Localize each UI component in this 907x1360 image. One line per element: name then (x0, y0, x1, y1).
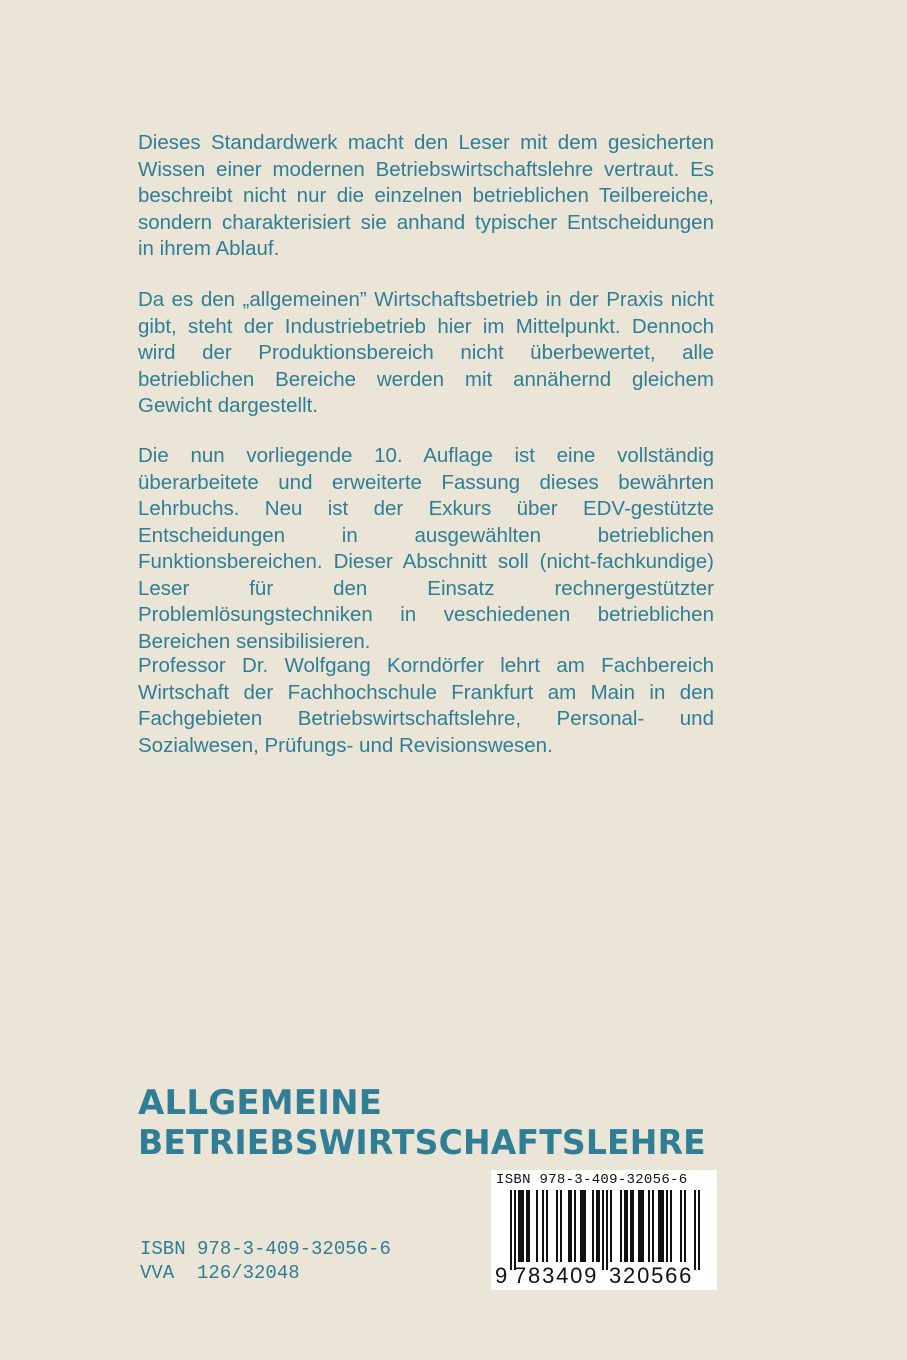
barcode-bar (526, 1190, 528, 1262)
barcode-isbn-text: ISBN 978-3-409-32056-6 (496, 1172, 688, 1188)
barcode-bar (582, 1190, 584, 1262)
barcode-digits (491, 1264, 717, 1288)
barcode-bar (560, 1190, 562, 1262)
barcode-bar (652, 1190, 654, 1262)
barcode-bar (602, 1190, 604, 1270)
barcode-bar (536, 1190, 538, 1262)
barcode-bar (606, 1190, 608, 1270)
barcode-bar (640, 1190, 642, 1262)
barcode-digit-first: 9 (495, 1263, 508, 1288)
barcode-bar (626, 1190, 628, 1262)
barcode-bar (574, 1190, 576, 1262)
barcode-bar (584, 1190, 586, 1262)
description-paragraph-3: Die nun vorliegende 10. Auflage ist eine vollständig überarbeitete und erweiterte Fassung dieses bewährten Lehrbuchs. Neu ist der Exkurs über EDV-gestützte Entscheidungen in ausgewählten betrieblichen Funktionsbereichen. Dieser Abschnitt soll (nicht-fachkundige) Leser für den Einsatz rechnergestützter Problemlösungstechniken in veschiedenen betrieblichen Bereichen sensibilisieren. (138, 444, 714, 653)
book-title-line-1: ALLGEMEINE (138, 1083, 383, 1123)
barcode-bar (556, 1190, 558, 1262)
barcode-bar (522, 1190, 524, 1262)
barcode-icon (491, 1190, 717, 1270)
barcode-bar (520, 1190, 522, 1262)
barcode-bar (642, 1190, 644, 1262)
barcode-bar (610, 1190, 612, 1262)
barcode-bar (598, 1190, 600, 1262)
author-paragraph: Professor Dr. Wolfgang Korndörfer lehrt am Fachbereich Wirtschaft der Fachhochschule Frankfurt am Main in den Fachgebieten Betriebswirtschaftslehre, Personal- und Sozialwesen, Prüfungs- und Revisionswesen. (138, 654, 714, 757)
barcode-bar (632, 1190, 634, 1262)
barcode-bar (580, 1190, 582, 1262)
description-paragraph-1: Dieses Standardwerk macht den Leser mit dem gesicherten Wissen einer modernen Betriebswirtschaftslehre vertraut. Es beschreibt nicht nur die einzelnen betrieblichen Teilbereiche, sondern charakterisiert sie anhand typischer Entscheidungen in ihrem Ablauf. (138, 131, 714, 260)
barcode-bar (596, 1190, 598, 1262)
barcode-digits-right: 320566 (609, 1263, 694, 1288)
barcode-bar (684, 1190, 686, 1262)
barcode-bar (518, 1190, 520, 1262)
barcode-bar (592, 1190, 594, 1262)
barcode-bar (620, 1190, 622, 1262)
book-title-line-2: BETRIEBSWIRTSCHAFTSLEHRE (138, 1123, 706, 1163)
barcode-bar (630, 1190, 632, 1262)
barcode-bar (698, 1190, 700, 1270)
description-paragraph-2: Da es den „allgemeinen” Wirtschaftsbetrieb in der Praxis nicht gibt, steht der Industriebetrieb hier im Mittelpunkt. Dennoch wird der Produktionsbereich nicht überbewertet, alle betrieblichen Bereiche werden mit annähernd gleichem Gewicht dargestellt. (138, 288, 714, 417)
barcode-bar (694, 1190, 696, 1270)
barcode-bar (528, 1190, 530, 1262)
barcode-label (491, 1170, 717, 1290)
isbn-imprint: ISBN 978-3-409-32056-6 (140, 1238, 391, 1260)
barcode-bar (662, 1190, 664, 1262)
barcode-bar (660, 1190, 662, 1262)
barcode-bar (546, 1190, 548, 1262)
barcode-bar (542, 1190, 544, 1262)
barcode-bar (570, 1190, 572, 1262)
barcode-bar (638, 1190, 640, 1262)
barcode-bar (648, 1190, 650, 1262)
vva-imprint: VVA 126/32048 (140, 1262, 300, 1284)
barcode-bar (510, 1190, 512, 1270)
barcode-bar (670, 1190, 672, 1262)
barcode-bar (568, 1190, 570, 1262)
barcode-bar (514, 1190, 516, 1270)
barcode-digits-left: 783409 (514, 1263, 599, 1288)
barcode-bar (658, 1190, 660, 1262)
barcode-bar (666, 1190, 668, 1262)
barcode-bar (624, 1190, 626, 1262)
barcode-bar (680, 1190, 682, 1262)
